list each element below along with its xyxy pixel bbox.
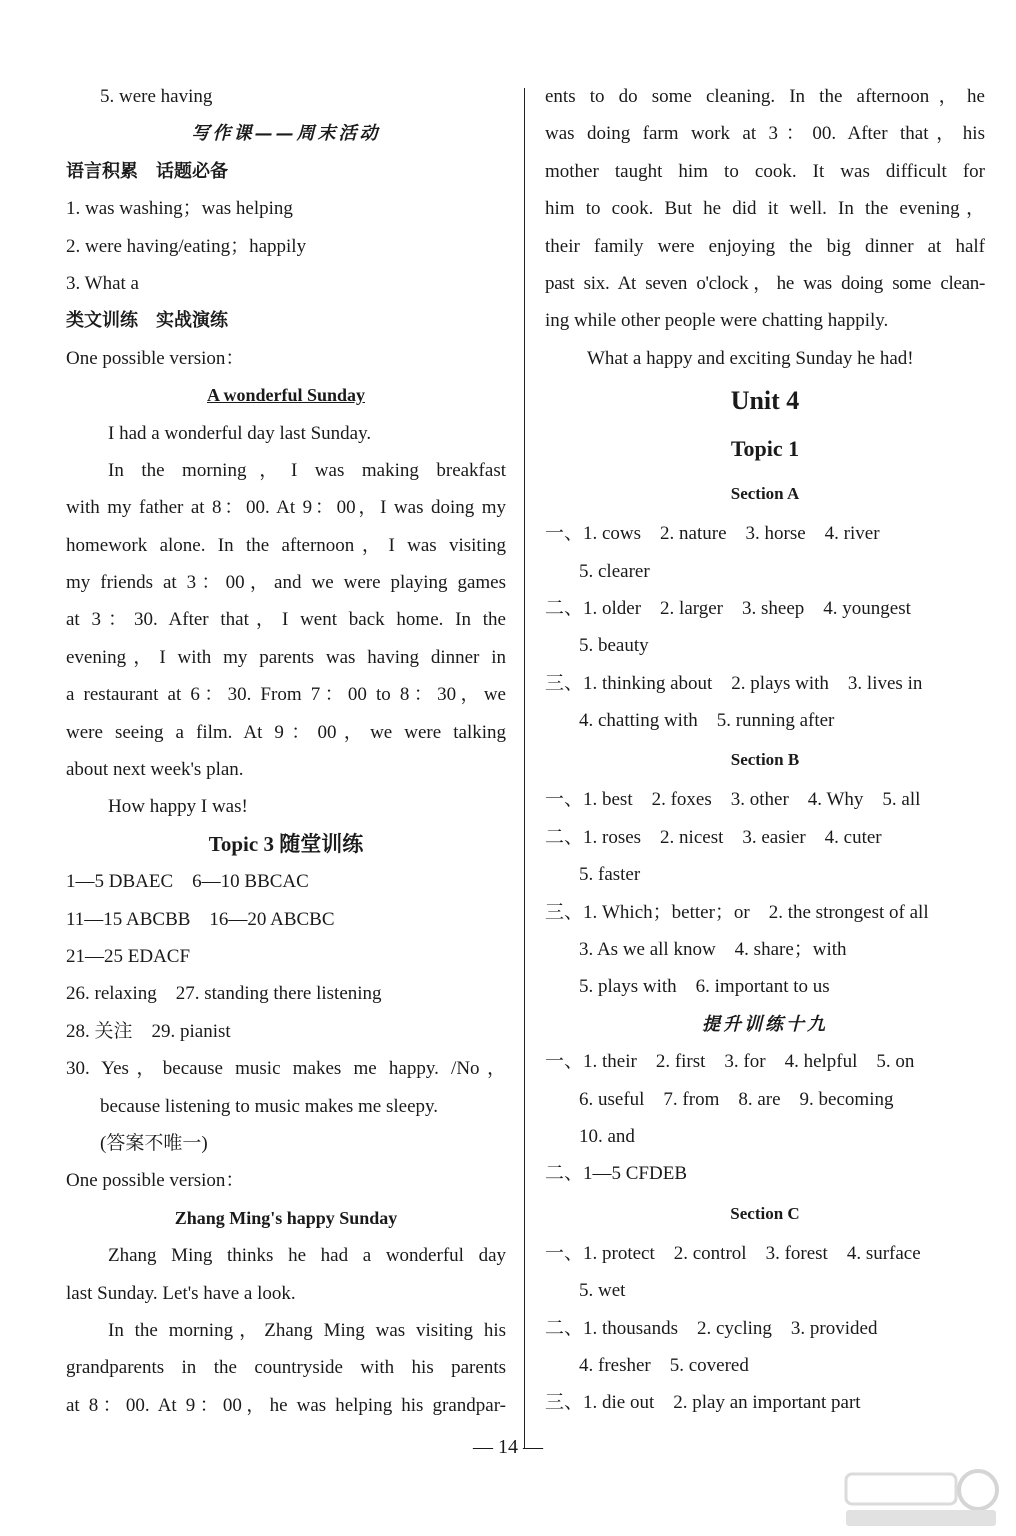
answer-line: 5. wet — [579, 1280, 626, 1302]
answer-line: 3. What a — [66, 272, 139, 294]
essay-line: mother taught him to cook. It was difficult for — [545, 160, 985, 182]
answer-line: 三、1. thinking about 2. plays with 3. lives in — [545, 672, 923, 694]
essay-title: A wonderful Sunday — [206, 385, 366, 406]
answer-line: 5. faster — [579, 864, 641, 886]
section-heading: Section A — [730, 484, 800, 504]
essay-line: ents to do some cleaning. In the afternoon，he — [545, 86, 985, 107]
column-divider — [524, 88, 525, 1448]
essay-line: homework alone. In the afternoon，I was visiting — [66, 534, 506, 556]
answer-line: 一、1. cows 2. nature 3. horse 4. river — [545, 523, 880, 545]
unit-heading: Unit 4 — [730, 386, 800, 416]
subheading: 类文训练 实战演练 — [66, 310, 228, 332]
answer-line: 一、1. best 2. foxes 3. other 4. Why 5. all — [545, 789, 921, 811]
answer-line: 一、1. protect 2. control 3. forest 4. surface — [545, 1242, 921, 1264]
essay-line: evening，I with my parents was having dinner in — [66, 646, 506, 668]
essay-line: a restaurant at 6：30. From 7：00 to 8：30，we — [66, 684, 506, 706]
left-column — [66, 78, 506, 1424]
subheading: 语言积累 话题必备 — [66, 160, 228, 182]
intro-line: One possible version： — [66, 347, 245, 369]
answer-line: 10. and — [579, 1125, 635, 1147]
essay-line: was doing farm work at 3：00. After that，his — [545, 123, 985, 145]
essay-line: In the morning，Zhang Ming was visiting his — [108, 1319, 506, 1341]
answer-line: 一、1. their 2. first 3. for 4. helpful 5. on — [545, 1051, 915, 1073]
topic-heading: Topic 1 — [730, 436, 800, 462]
essay-line: grandparents in the countryside with his parents — [66, 1357, 506, 1379]
answer-line: 5. clearer — [579, 560, 650, 582]
topic-heading: Topic 3 随堂训练 — [208, 831, 364, 856]
right-column — [545, 78, 985, 1422]
answer-line: 11—15 ABCBB 16—20 ABCBC — [66, 908, 335, 930]
essay-line: last Sunday. Let's have a look. — [66, 1282, 296, 1304]
essay-line: about next week's plan. — [66, 759, 244, 781]
answer-line: 6. useful 7. from 8. are 9. becoming — [579, 1088, 894, 1110]
section-heading: 写作课——周末活动 — [191, 123, 381, 145]
section-heading: Section B — [730, 750, 800, 770]
intro-line: One possible version： — [66, 1170, 245, 1192]
section-heading: Section C — [730, 1203, 800, 1223]
answer-line: 3. As we all know 4. share；with — [579, 939, 847, 961]
answer-line: 二、1. older 2. larger 3. sheep 4. youngest — [545, 597, 911, 619]
answer-line: 1. was washing；was helping — [66, 198, 293, 220]
essay-title: Zhang Ming's happy Sunday — [174, 1207, 398, 1228]
answer-line: 2. were having/eating；happily — [66, 235, 307, 257]
answer-line: 4. chatting with 5. running after — [579, 710, 835, 732]
essay-line: him to cook. But he did it well. In the evening， — [545, 198, 985, 220]
essay-line: ing while other people were chatting happily. — [545, 310, 889, 332]
answer-line: 26. relaxing 27. standing there listening — [66, 983, 382, 1005]
essay-line: were seeing a film. At 9：00，we were talking — [66, 721, 506, 743]
answer-line: 28. 关注 29. pianist — [66, 1020, 231, 1042]
essay-line: In the morning，I was making breakfast — [108, 459, 506, 481]
essay-line: What a happy and exciting Sunday he had! — [587, 347, 914, 369]
answer-line: 5. plays with 6. important to us — [579, 976, 830, 998]
essay-line: past six. At seven o'clock，he was doing some clean- — [545, 272, 985, 294]
essay-line: with my father at 8：00. At 9：00，I was doing my — [66, 497, 506, 519]
answer-line: (答案不唯一) — [100, 1132, 208, 1154]
answer-line: 1—5 DBAEC 6—10 BBCAC — [66, 871, 309, 893]
answer-line: 5. were having — [100, 86, 213, 107]
answer-line: 二、1. roses 2. nicest 3. easier 4. cuter — [545, 826, 882, 848]
answer-line: 三、1. die out 2. play an important part — [545, 1392, 861, 1414]
essay-line: at 8：00. At 9：00，he was helping his grandpar- — [66, 1394, 506, 1416]
answer-line: 21—25 EDACF — [66, 945, 191, 967]
essay-line: Zhang Ming thinks he had a wonderful day — [108, 1245, 506, 1267]
essay-line: I had a wonderful day last Sunday. — [108, 422, 372, 444]
answer-line: 三、1. Which；better；or 2. the strongest of all — [545, 901, 929, 923]
section-heading: 提升训练十九 — [702, 1013, 828, 1035]
answer-line: 5. beauty — [579, 635, 649, 657]
answer-line: 二、1. thousands 2. cycling 3. provided — [545, 1317, 878, 1339]
answer-line: 二、1—5 CFDEB — [545, 1163, 687, 1185]
essay-line: my friends at 3：00，and we were playing games — [66, 572, 506, 594]
page-number: — 14 — — [473, 1436, 543, 1458]
answer-line: 4. fresher 5. covered — [579, 1354, 749, 1376]
answer-line: 30. Yes，because music makes me happy. /No， — [66, 1058, 506, 1080]
essay-line: at 3：30. After that，I went back home. In the — [66, 609, 506, 631]
essay-line: How happy I was! — [108, 796, 248, 818]
watermark-logo — [838, 1468, 1008, 1530]
essay-line: their family were enjoying the big dinner at half — [545, 235, 985, 257]
answer-line: because listening to music makes me sleepy. — [100, 1095, 439, 1117]
